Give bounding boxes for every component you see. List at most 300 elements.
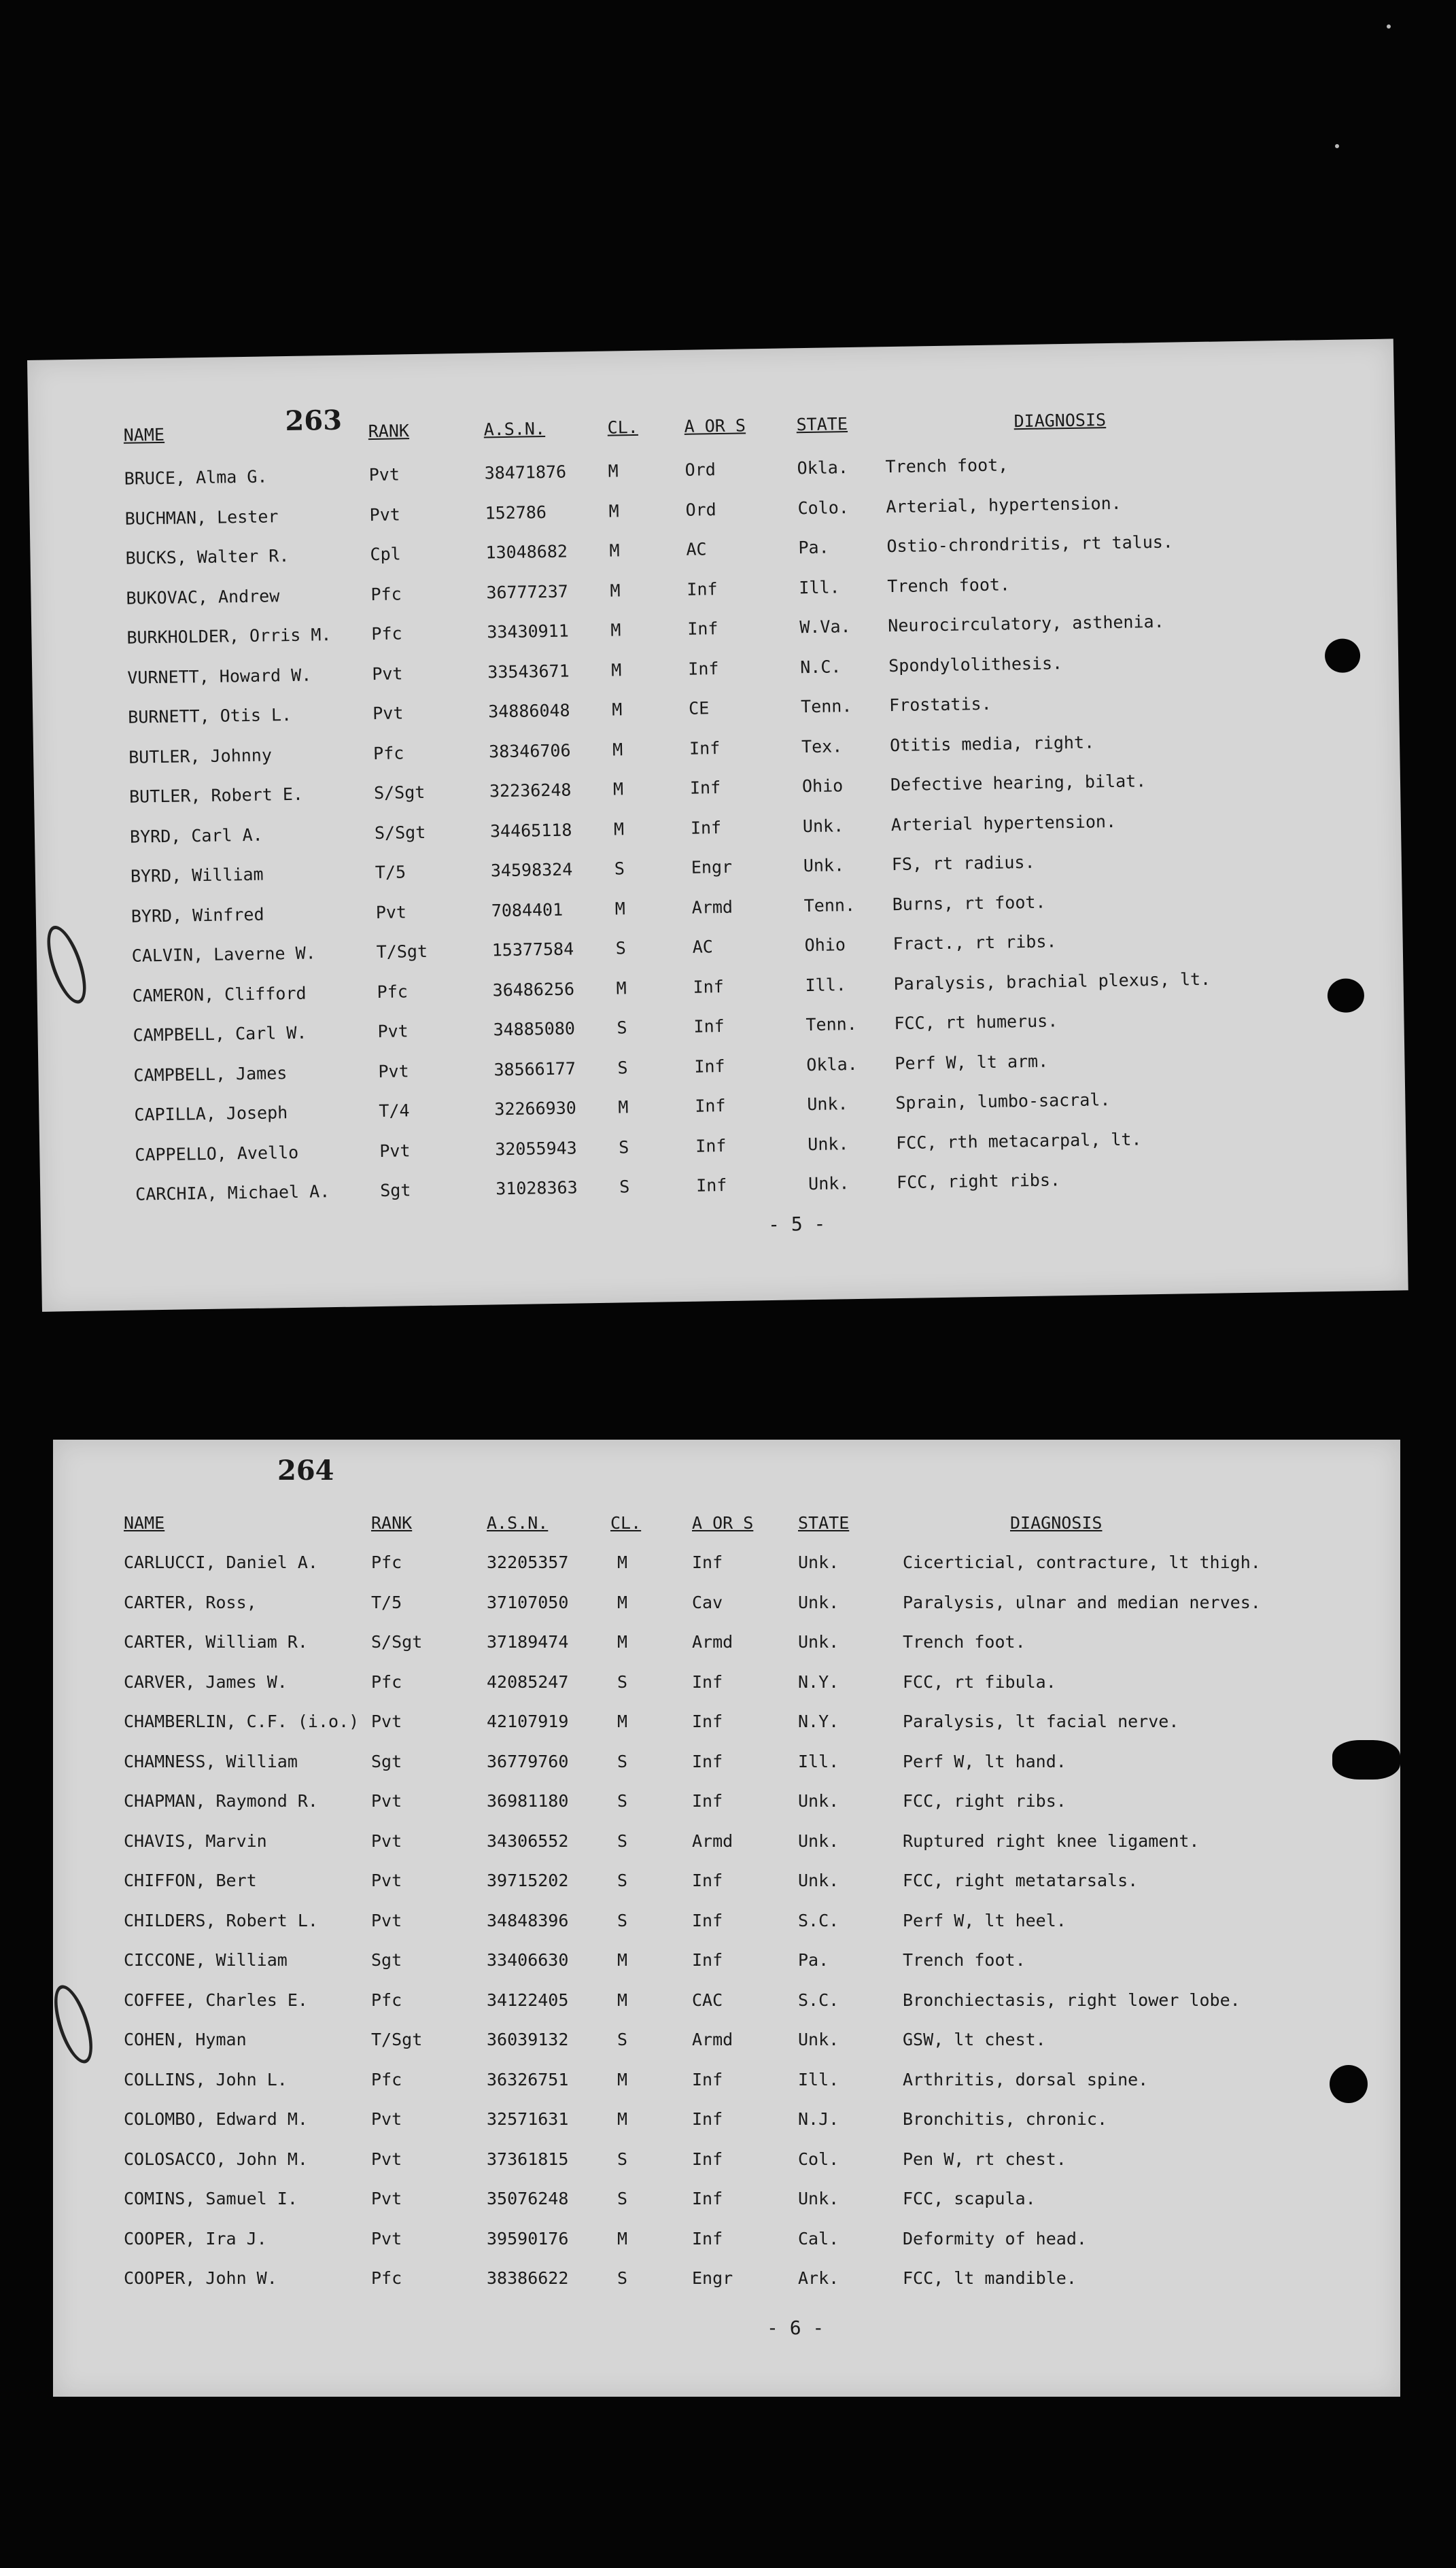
cell-name: BUKOVAC, Andrew — [126, 585, 280, 608]
cell-cl: S — [617, 1057, 628, 1077]
cell-diagnosis: FCC, right ribs. — [896, 1170, 1061, 1193]
header-name: NAME — [124, 1513, 165, 1533]
cell-name: CARVER, James W. — [124, 1671, 288, 1692]
cell-asn: 32266930 — [494, 1098, 577, 1120]
cell-cl: S — [619, 1177, 630, 1197]
cell-state: Unk. — [798, 1552, 839, 1572]
cell-diagnosis: Cicerticial, contracture, lt thigh. — [903, 1552, 1261, 1572]
cell-rank: Sgt — [371, 1751, 402, 1771]
cell-state: Unk. — [808, 1133, 849, 1154]
cell-diagnosis: Burns, rt foot. — [892, 892, 1046, 914]
table-row — [53, 2189, 1400, 2228]
cell-state: Unk. — [807, 1094, 848, 1115]
cell-rank: Pvt — [369, 504, 401, 525]
cell-diagnosis: Neurocirculatory, asthenia. — [888, 611, 1164, 636]
header-rank: RANK — [371, 1513, 413, 1533]
cell-diagnosis: Trench foot. — [903, 1632, 1026, 1652]
cell-rank: Pfc — [371, 1671, 402, 1692]
cell-name: COHEN, Hyman — [124, 2030, 247, 2049]
header-diagnosis: DIAGNOSIS — [1013, 410, 1107, 432]
cell-aors: Inf — [692, 2189, 723, 2208]
page-footer: - 6 - — [767, 2317, 825, 2339]
table-row — [53, 1990, 1400, 2030]
header-diagnosis: DIAGNOSIS — [1010, 1513, 1103, 1533]
cell-cl: M — [617, 1950, 628, 1970]
cell-cl: M — [611, 699, 623, 720]
cell-state: Ill. — [798, 1751, 839, 1771]
cell-state: Unk. — [798, 2189, 839, 2208]
cell-asn: 38471876 — [484, 462, 567, 483]
cell-aors: Inf — [689, 778, 721, 798]
header-a-or-s: A OR S — [692, 1513, 754, 1533]
cell-cl: S — [617, 1671, 628, 1692]
cell-state: Tenn. — [805, 1013, 857, 1035]
table-row — [53, 2268, 1400, 2308]
cell-diagnosis: GSW, lt chest. — [903, 2030, 1046, 2049]
cell-asn: 33430911 — [487, 621, 569, 642]
cell-aors: Inf — [688, 658, 719, 679]
cell-name: COLLINS, John L. — [124, 2069, 288, 2089]
cell-diagnosis: Ostio-chrondritis, rt talus. — [886, 532, 1174, 557]
cell-asn: 15377584 — [491, 939, 574, 960]
cell-cl: M — [617, 2069, 628, 2089]
table-row — [53, 2070, 1400, 2109]
cell-aors: Inf — [692, 1751, 723, 1771]
cell-state: N.Y. — [798, 1712, 839, 1731]
cell-aors: Inf — [692, 2069, 723, 2089]
cell-diagnosis: Bronchitis, chronic. — [903, 2109, 1108, 2129]
cell-asn: 32205357 — [487, 1552, 569, 1572]
cell-diagnosis: Defective hearing, bilat. — [890, 771, 1147, 795]
cell-aors: Armd — [691, 897, 733, 918]
cell-name: VURNETT, Howard W. — [127, 664, 312, 688]
header-asn: A.S.N. — [487, 1513, 549, 1533]
table-row — [53, 1950, 1400, 1990]
page-footer: - 5 - — [767, 1212, 826, 1236]
cell-rank: Pfc — [371, 1990, 402, 2010]
cell-aors: Armd — [692, 1632, 733, 1652]
cell-asn: 36039132 — [487, 2030, 569, 2049]
cell-diagnosis: FS, rt radius. — [891, 852, 1035, 875]
table-row — [53, 1911, 1400, 1950]
cell-state: Tenn. — [803, 895, 856, 916]
cell-asn: 36326751 — [487, 2069, 569, 2089]
cell-diagnosis: Bronchiectasis, right lower lobe. — [903, 1990, 1241, 2010]
header-cl: CL. — [607, 417, 639, 438]
record-list — [27, 339, 1393, 360]
cell-aors: Inf — [693, 1016, 725, 1037]
cell-cl: M — [614, 898, 626, 919]
cell-rank: T/5 — [371, 1592, 402, 1612]
cell-state: Unk. — [803, 855, 845, 876]
cell-name: CHILDERS, Robert L. — [124, 1910, 318, 1930]
cell-state: Colo. — [797, 497, 850, 518]
cell-asn: 33543671 — [487, 661, 570, 682]
cell-asn: 7084401 — [491, 899, 564, 920]
cell-state: W.Va. — [799, 617, 851, 638]
cell-aors: CE — [688, 698, 710, 718]
cell-diagnosis: Perf W, lt heel. — [903, 1910, 1067, 1930]
cell-name: CICCONE, William — [124, 1950, 288, 1970]
table-row — [53, 1831, 1400, 1871]
cell-aors: Inf — [692, 2228, 723, 2249]
cell-asn: 37107050 — [487, 1592, 569, 1612]
cell-cl: M — [616, 977, 627, 998]
cell-aors: Engr — [692, 2268, 733, 2288]
cell-asn: 35076248 — [487, 2189, 569, 2208]
cell-asn: 39590176 — [487, 2228, 569, 2249]
cell-aors: Inf — [692, 1950, 723, 1970]
cell-rank: T/4 — [379, 1100, 410, 1122]
cell-diagnosis: Pen W, rt chest. — [903, 2149, 1067, 2169]
cell-asn: 34306552 — [487, 1830, 569, 1851]
cell-name: CHAPMAN, Raymond R. — [124, 1791, 318, 1811]
cell-rank: Pvt — [371, 2149, 402, 2169]
cell-state: Okla. — [797, 457, 849, 479]
header-cl: CL. — [610, 1513, 642, 1533]
cell-name: BURNETT, Otis L. — [128, 704, 292, 727]
cell-rank: Pvt — [372, 703, 404, 724]
cell-asn: 34122405 — [487, 1990, 569, 2010]
header-name: NAME — [123, 424, 165, 445]
cell-rank: Pvt — [372, 663, 403, 684]
cell-rank: Pvt — [371, 2189, 402, 2208]
cell-aors: Inf — [692, 1712, 723, 1731]
cell-state: S.C. — [798, 1990, 839, 2010]
cell-aors: CAC — [692, 1990, 723, 2010]
cell-diagnosis: FCC, rth metacarpal, lt. — [896, 1128, 1142, 1153]
cell-diagnosis: Trench foot, — [885, 455, 1009, 477]
cell-aors: Inf — [692, 1671, 723, 1692]
cell-diagnosis: Perf W, lt hand. — [903, 1751, 1067, 1771]
cell-diagnosis: Arthritis, dorsal spine. — [903, 2069, 1149, 2089]
table-row — [53, 1871, 1400, 1910]
cell-name: COOPER, Ira J. — [124, 2228, 267, 2249]
cell-rank: Pfc — [377, 981, 409, 1002]
cell-name: CARCHIA, Michael A. — [135, 1181, 330, 1204]
cell-rank: T/5 — [375, 862, 406, 883]
cell-rank: Pvt — [379, 1140, 411, 1161]
cell-rank: Pvt — [371, 1830, 402, 1851]
cell-rank: Cpl — [370, 544, 401, 565]
table-row — [53, 1752, 1400, 1791]
cell-state: Unk. — [802, 815, 844, 836]
cell-state: Pa. — [798, 537, 829, 558]
table-row — [53, 2030, 1400, 2069]
cell-state: Ill. — [798, 2069, 839, 2089]
cell-state: Unk. — [798, 2030, 839, 2049]
header-rank: RANK — [368, 421, 410, 442]
cell-cl: S — [619, 1136, 629, 1157]
cell-state: Unk. — [808, 1173, 850, 1194]
cell-asn: 152786 — [485, 502, 547, 523]
table-row — [53, 1552, 1400, 1592]
document-page-264 — [53, 1440, 1400, 2397]
cell-name: BUCKS, Walter R. — [125, 545, 290, 568]
cell-state: Pa. — [798, 1950, 829, 1970]
cell-cl: S — [617, 1871, 628, 1890]
cell-state: Unk. — [798, 1871, 839, 1890]
cell-aors: Inf — [690, 817, 722, 838]
table-row — [53, 1672, 1400, 1712]
cell-diagnosis: Arterial, hypertension. — [886, 493, 1122, 517]
cell-asn: 34848396 — [487, 1910, 569, 1930]
cell-name: COLOMBO, Edward M. — [124, 2109, 308, 2129]
cell-name: CARTER, Ross, — [124, 1592, 257, 1612]
page-number: 263 — [285, 404, 343, 438]
cell-aors: Inf — [692, 1910, 723, 1930]
cell-rank: Pvt — [371, 1712, 402, 1731]
cell-state: Ill. — [799, 576, 840, 597]
table-row — [53, 2229, 1400, 2268]
cell-state: Ark. — [798, 2268, 839, 2288]
cell-diagnosis: Fract., rt ribs. — [892, 931, 1057, 954]
cell-name: CARTER, William R. — [124, 1632, 308, 1652]
cell-cl: S — [617, 1751, 628, 1771]
cell-rank: Pvt — [375, 901, 407, 922]
cell-name: COLOSACCO, John M. — [124, 2149, 308, 2169]
cell-name: BUCHMAN, Lester — [124, 506, 279, 529]
cell-cl: S — [617, 2030, 628, 2049]
cell-asn: 38346706 — [488, 740, 571, 761]
cell-name: BYRD, Carl A. — [129, 825, 263, 847]
cell-asn: 42107919 — [487, 1712, 569, 1731]
table-row — [53, 1712, 1400, 1751]
cell-diagnosis: FCC, right ribs. — [903, 1791, 1067, 1811]
cell-rank: Sgt — [380, 1180, 411, 1200]
cell-diagnosis: FCC, rt humerus. — [894, 1011, 1058, 1034]
page-number: 264 — [277, 1455, 334, 1487]
cell-name: CALVIN, Laverne W. — [131, 943, 316, 966]
cell-state: Ohio — [801, 776, 844, 797]
cell-diagnosis: Paralysis, ulnar and median nerves. — [903, 1592, 1261, 1612]
cell-aors: AC — [686, 539, 707, 559]
cell-cl: M — [611, 659, 622, 680]
cell-cl: M — [618, 1097, 629, 1117]
cell-cl: M — [617, 1552, 628, 1572]
cell-rank: S/Sgt — [373, 782, 426, 803]
cell-cl: M — [612, 739, 623, 760]
cell-state: N.Y. — [798, 1671, 839, 1692]
table-row — [53, 2109, 1400, 2149]
cell-name: CARLUCCI, Daniel A. — [124, 1552, 318, 1572]
cell-cl: S — [617, 2189, 628, 2208]
cell-asn: 36779760 — [487, 1751, 569, 1771]
cell-asn: 36777237 — [486, 581, 569, 602]
header-asn: A.S.N. — [483, 419, 546, 440]
table-row — [53, 1593, 1400, 1632]
cell-cl: S — [617, 2268, 628, 2288]
cell-state: Cal. — [798, 2228, 839, 2249]
cell-state: Unk. — [798, 1632, 839, 1652]
cell-diagnosis: Otitis media, right. — [889, 731, 1095, 755]
cell-diagnosis: Paralysis, lt facial nerve. — [903, 1712, 1179, 1731]
cell-aors: Ord — [684, 459, 716, 480]
cell-cl: M — [617, 1592, 628, 1612]
cell-rank: Pvt — [377, 1021, 409, 1042]
cell-name: CAPPELLO, Avello — [135, 1142, 299, 1165]
cell-rank: Pfc — [371, 2069, 402, 2089]
cell-rank: Pvt — [378, 1060, 409, 1081]
header-a-or-s: A OR S — [684, 415, 746, 436]
cell-name: COOPER, John W. — [124, 2268, 277, 2288]
cell-aors: Inf — [692, 2109, 723, 2129]
cell-diagnosis: Paralysis, brachial plexus, lt. — [893, 969, 1211, 994]
cell-asn: 13048682 — [485, 541, 568, 563]
cell-cl: M — [610, 620, 621, 640]
cell-rank: Pfc — [372, 742, 404, 763]
cell-asn: 32571631 — [487, 2109, 569, 2129]
cell-cl: M — [608, 500, 619, 521]
cell-rank: Pvt — [371, 1871, 402, 1890]
cell-aors: Inf — [694, 1056, 725, 1077]
cell-diagnosis: Trench foot. — [903, 1950, 1026, 1970]
cell-cl: S — [615, 938, 626, 958]
cell-aors: Ord — [685, 499, 716, 520]
cell-state: Unk. — [798, 1592, 839, 1612]
cell-diagnosis: FCC, scapula. — [903, 2189, 1036, 2208]
cell-diagnosis: FCC, right metatarsals. — [903, 1871, 1139, 1890]
cell-aors: Inf — [693, 976, 724, 997]
cell-rank: Pfc — [371, 2268, 402, 2288]
header-state: STATE — [796, 414, 848, 435]
cell-aors: AC — [692, 937, 714, 957]
cell-rank: Pvt — [371, 1910, 402, 1930]
cell-asn: 38566177 — [493, 1058, 576, 1079]
document-page-263 — [27, 339, 1408, 1311]
cell-state: Unk. — [798, 1830, 839, 1851]
cell-name: BYRD, William — [130, 864, 264, 886]
cell-rank: S/Sgt — [374, 822, 426, 843]
cell-cl: M — [609, 540, 620, 561]
cell-diagnosis: Sprain, lumbo-sacral. — [895, 1090, 1111, 1113]
cell-diagnosis: Trench foot. — [887, 574, 1011, 596]
cell-cl: M — [612, 779, 624, 799]
cell-cl: S — [617, 1830, 628, 1851]
cell-asn: 37361815 — [487, 2149, 569, 2169]
cell-name: BUTLER, Robert E. — [128, 784, 304, 807]
cell-rank: T/Sgt — [371, 2030, 423, 2049]
cell-asn: 42085247 — [487, 1671, 569, 1692]
cell-rank: Pfc — [371, 623, 402, 644]
cell-rank: Pvt — [371, 2109, 402, 2129]
cell-name: CAMPBELL, Carl W. — [133, 1022, 307, 1045]
cell-aors: Inf — [695, 1095, 726, 1116]
cell-state: Tenn. — [800, 696, 852, 717]
cell-asn: 34885080 — [493, 1018, 576, 1040]
cell-cl: M — [610, 580, 621, 601]
cell-name: CHAMBERLIN, C.F. (i.o.) — [124, 1712, 360, 1731]
cell-asn: 38386622 — [487, 2268, 569, 2288]
cell-asn: 34465118 — [489, 819, 572, 841]
cell-cl: M — [617, 1712, 628, 1731]
cell-name: COFFEE, Charles E. — [124, 1990, 308, 2010]
cell-aors: Armd — [692, 2030, 733, 2049]
cell-asn: 32055943 — [495, 1137, 577, 1159]
cell-aors: Inf — [695, 1175, 727, 1196]
cell-cl: S — [614, 858, 625, 879]
cell-cl: M — [613, 818, 625, 839]
cell-aors: Engr — [691, 856, 733, 878]
cell-cl: M — [617, 2228, 628, 2249]
cell-diagnosis: Perf W, lt arm. — [895, 1051, 1049, 1073]
cell-cl: S — [617, 1910, 628, 1930]
cell-asn: 36981180 — [487, 1791, 569, 1811]
cell-asn: 33406630 — [487, 1950, 569, 1970]
cell-name: CHIFFON, Bert — [124, 1871, 257, 1890]
cell-name: BURKHOLDER, Orris M. — [126, 625, 332, 648]
cell-diagnosis: Spondylolithesis. — [888, 653, 1063, 676]
cell-name: BYRD, Winfred — [131, 904, 264, 926]
cell-aors: Inf — [695, 1135, 727, 1156]
cell-asn: 34598324 — [490, 859, 573, 881]
cell-aors: Inf — [689, 738, 721, 759]
cell-aors: Armd — [692, 1830, 733, 1851]
cell-name: BRUCE, Alma G. — [124, 466, 268, 489]
cell-rank: Pfc — [370, 583, 402, 604]
cell-rank: Sgt — [371, 1950, 402, 1970]
cell-cl: M — [617, 2109, 628, 2129]
cell-cl: M — [608, 461, 619, 481]
cell-rank: Pvt — [371, 1791, 402, 1811]
cell-state: Ill. — [805, 974, 847, 995]
cell-name: CHAMNESS, William — [124, 1751, 298, 1771]
cell-name: CHAVIS, Marvin — [124, 1830, 267, 1851]
cell-rank: S/Sgt — [371, 1632, 423, 1652]
cell-diagnosis: FCC, lt mandible. — [903, 2268, 1077, 2288]
cell-diagnosis: FCC, rt fibula. — [903, 1671, 1056, 1692]
cell-rank: Pvt — [368, 464, 400, 485]
cell-state: N.J. — [798, 2109, 839, 2129]
cell-aors: Cav — [692, 1592, 723, 1612]
table-row — [53, 1632, 1400, 1671]
cell-aors: Inf — [692, 1791, 723, 1811]
cell-name: CAPILLA, Joseph — [134, 1103, 288, 1125]
cell-cl: M — [617, 1990, 628, 2010]
cell-aors: Inf — [687, 578, 718, 600]
scan-speck — [1387, 24, 1391, 29]
cell-state: S.C. — [798, 1910, 839, 1930]
cell-name: CAMPBELL, James — [133, 1062, 288, 1086]
cell-name: CAMERON, Clifford — [132, 983, 307, 1006]
table-row — [53, 2149, 1400, 2189]
cell-diagnosis: Ruptured right knee ligament. — [903, 1830, 1200, 1851]
cell-name: BUTLER, Johnny — [128, 744, 273, 767]
cell-state: Tex. — [801, 735, 843, 757]
cell-asn: 34886048 — [487, 700, 570, 722]
cell-diagnosis: Arterial hypertension. — [890, 811, 1117, 835]
cell-state: N.C. — [799, 656, 842, 677]
cell-cl: S — [617, 1018, 627, 1038]
cell-asn: 39715202 — [487, 1871, 569, 1890]
cell-cl: S — [617, 2149, 628, 2169]
cell-aors: Inf — [692, 2149, 723, 2169]
cell-aors: Inf — [692, 1871, 723, 1890]
cell-cl: S — [617, 1791, 628, 1811]
cell-name: COMINS, Samuel I. — [124, 2189, 298, 2208]
cell-diagnosis: Frostatis. — [888, 693, 992, 716]
cell-rank: T/Sgt — [376, 941, 428, 962]
scan-speck — [1335, 144, 1339, 148]
cell-asn: 31028363 — [496, 1177, 578, 1199]
cell-asn: 36486256 — [492, 978, 575, 1000]
table-row — [53, 1791, 1400, 1830]
cell-asn: 37189474 — [487, 1632, 569, 1652]
column-headers — [53, 1513, 1400, 1552]
cell-aors: Inf — [692, 1552, 723, 1572]
cell-state: Unk. — [798, 1791, 839, 1811]
cell-diagnosis: Deformity of head. — [903, 2228, 1087, 2249]
